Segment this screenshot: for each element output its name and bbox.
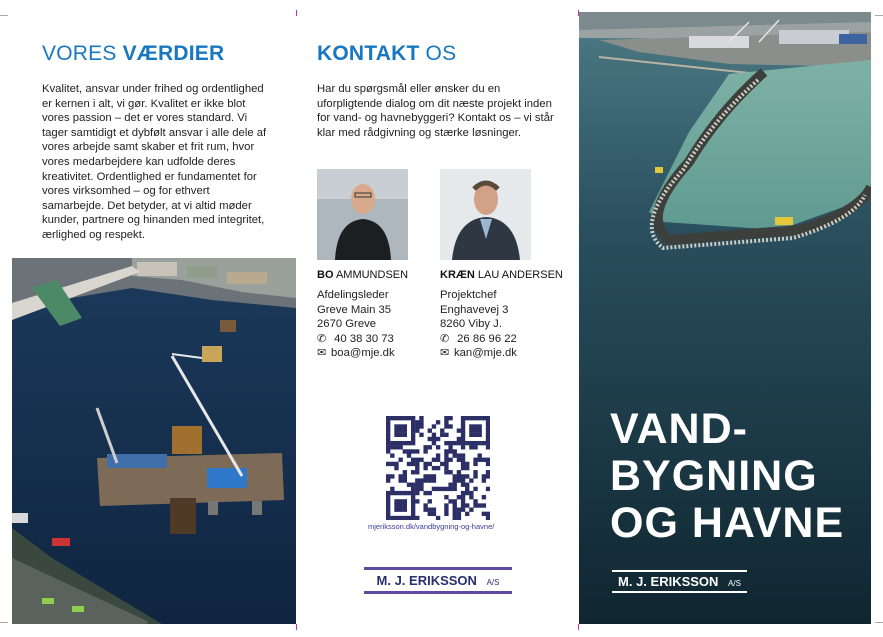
person-name-bo (317, 269, 408, 281)
cover-title (610, 406, 844, 547)
harbor-construction-illustration (12, 258, 296, 624)
person-phone-row[interactable] (317, 332, 395, 347)
crop-mark (875, 622, 883, 623)
crop-mark (578, 624, 579, 630)
values-heading (42, 42, 224, 66)
person-job-title: Projektchef (440, 289, 497, 301)
contact-heading-bold: KONTAKT (317, 42, 420, 65)
email-icon: ✉ (440, 347, 450, 360)
logo-top-bar (364, 567, 512, 570)
avatar (440, 169, 531, 260)
logo-suffix: A/S (728, 579, 741, 588)
person-email[interactable]: kan@mje.dk (454, 347, 517, 360)
values-heading-light: VORES (42, 42, 123, 65)
cover-title-line: OG HAVNE (610, 499, 845, 547)
crop-mark (296, 10, 297, 16)
person-email-row[interactable] (440, 346, 517, 361)
cover-company-logo (612, 570, 747, 594)
person-address: Greve Main 35 (317, 303, 392, 316)
qr-code[interactable] (386, 416, 490, 520)
person-details-kraen (440, 288, 517, 361)
crop-mark (0, 622, 8, 623)
logo-bottom-bar (612, 591, 747, 593)
avatar (317, 169, 408, 260)
logo-bottom-bar (364, 591, 512, 594)
website-url[interactable]: mjeriksson.dk/vandbygning-og-havne/ (368, 522, 495, 531)
phone-icon: ✆ (440, 332, 450, 345)
cover-title-line: VAND- (610, 405, 748, 453)
logo-text: M. J. ERIKSSON (618, 574, 719, 589)
crop-mark (296, 624, 297, 630)
logo-text: M. J. ERIKSSON (376, 573, 477, 588)
person-first-name: KRÆN (440, 269, 475, 281)
person-name-kraen (440, 269, 563, 281)
qr-code-icon (386, 416, 490, 520)
person-city: 8260 Viby J. (440, 318, 502, 331)
contact-heading (317, 42, 456, 66)
values-paragraph: Kvalitet, ansvar under frihed og ordentlighed er kernen i alt, vi gør. Kvalitet er ikke blot vores passion – det er vores standard. Vi tager samtidigt et dybfølt ansvar i alle dele af vores arbejde samt skaber et frit rum, hvor vores medarbejdere kan udfolde deres kreativitet. Ordentlighed er fundamentet for vores virksomhed – og for ethvert samarbejde. Det betyder, at vi altid møder kunder, partnere og hinanden med integritet, ærlighed og respekt. (42, 83, 267, 241)
person-job-title: Afdelingsleder (317, 289, 389, 301)
person-address: Enghavevej 3 (440, 303, 509, 316)
crop-mark (875, 15, 883, 16)
crop-mark (0, 15, 8, 16)
person-last-name: AMMUNDSEN (333, 269, 409, 281)
logo-top-bar (612, 570, 747, 572)
person-phone[interactable]: 26 86 96 22 (457, 332, 517, 345)
logo-suffix: A/S (486, 578, 500, 587)
person-first-name: BO (317, 269, 334, 281)
contact-heading-light: OS (419, 42, 457, 65)
person-city: 2670 Greve (317, 318, 377, 331)
person-last-name: LAU ANDERSEN (474, 269, 563, 281)
person-email-row[interactable] (317, 346, 395, 361)
person-photo-kraen (440, 169, 531, 260)
person-email[interactable]: boa@mje.dk (331, 347, 395, 360)
email-icon: ✉ (317, 347, 327, 360)
person-details-bo (317, 288, 395, 361)
person-photo-bo (317, 169, 408, 260)
company-logo (364, 567, 512, 595)
person-phone-row[interactable] (440, 332, 517, 347)
phone-icon: ✆ (317, 332, 327, 345)
cover-title-line: BYGNING (610, 452, 818, 500)
values-heading-bold: VÆRDIER (122, 42, 225, 65)
contact-paragraph: Har du spørgsmål eller ønsker du en uforpligtende dialog om dit næste projekt inden for vand- og havnebyggeri? Kontakt os – vi står klar med rådgivning og stærke løsninger. (317, 83, 554, 139)
harbor-construction-photo (12, 258, 296, 624)
person-phone[interactable]: 40 38 30 73 (334, 332, 394, 345)
